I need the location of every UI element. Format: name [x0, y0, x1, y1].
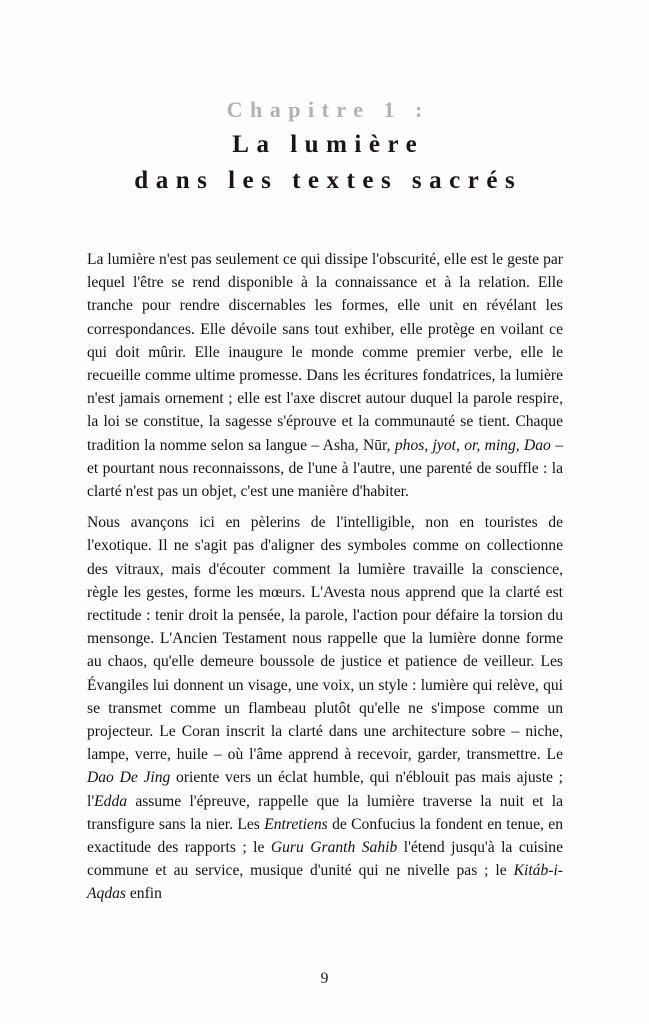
- chapter-title-line-1: La lumière: [232, 131, 425, 159]
- paragraph-2-italic-kitab-i-aqdas: Kitáb-i-Aqdas: [87, 862, 563, 903]
- paragraph-2-italic-guru-granth-sahib: Guru Granth Sahib: [270, 839, 398, 857]
- paragraph-2-italic-entretiens: Entretiens: [264, 815, 328, 833]
- paragraph-1-segment-2: – et pourtant nous reconnaissons, de l'une à l'autre, une parenté de souffle : la clarté n'est pas un objet, c'est une manière d'habiter.: [87, 436, 564, 501]
- paragraph-2-segment-4: de Confucius la fondent en tenue, en exactitude des rapports ; le: [87, 815, 563, 857]
- chapter-heading: [87, 95, 562, 197]
- paragraph-2-segment-2: oriente vers un éclat humble, qui n'éblouit pas mais ajuste ; l': [87, 769, 563, 810]
- paragraph-2-italic-edda: Edda: [94, 792, 128, 810]
- paragraph-2: [87, 511, 563, 905]
- paragraph-2-segment-1: Nous avançons ici en pèlerins de l'intelligible, non en touristes de l'exotique. Il ne s'agit pas d'aligner des symboles comme on collectionne des vitraux, mais d'écouter comment la lumière travaille la conscience, règle les gestes, forme les mœurs. L'Avesta nous apprend que la clarté est rectitude : tenir droit la pensée, la parole, l'action pour défaire la torsion du mensonge. L'Ancien Testament nous rappelle que la lumière donne forme au chaos, qu'elle demeure boussole de justice et patience de veilleur. Les Évangiles lui donnent un visage, une voix, un style : lumière qui relève, qui se transmet comme un flambeau plutôt qu'elle ne s'impose comme un projecteur. Le Coran inscrit la clarté dans une architecture sobre – niche, lampe, verre, huile – où l'âme apprend à recevoir, garder, transmettre. Le: [87, 514, 563, 764]
- chapter-title-line-2: dans les textes sacrés: [134, 166, 523, 194]
- chapter-number-label: Chapitre 1 :: [226, 97, 430, 122]
- paragraph-1-segment-1: La lumière n'est pas seulement ce qui dissipe l'obscurité, elle est le geste par lequel l'être se rend disponible à la connaissance et à la relation. Elle tranche pour rendre discernables les formes, elle unit en révélant les correspondances. Elle dévoile sans tout exhiber, elle protège en voilant ce qui doit mûrir. Elle inaugure le monde comme premier verbe, elle le recueille comme ultime promesse. Dans les écritures fondatrices, la lumière n'est jamais ornement ; elle est l'axe discret autour duquel la parole respire, la loi se constitue, la sagesse s'éprouve et la communauté se tient. Chaque tradition la nomme selon sa langue – Asha, Nūr,: [87, 251, 563, 454]
- body-text-column: [87, 248, 563, 906]
- paragraph-1-italic-terms: phos, jyot, or, ming, Dao: [394, 436, 551, 454]
- paragraph-2-segment-3: assume l'épreuve, rappelle que la lumière traverse la nuit et la transfigure sans la nier. Les: [87, 792, 563, 833]
- page-number: 9: [320, 970, 329, 987]
- paragraph-1: [87, 248, 563, 503]
- paragraph-2-segment-5: l'étend jusqu'à la cuisine commune et au service, musique d'unité qui ne nivelle pas ; le: [87, 839, 563, 880]
- paragraph-2-segment-6: enfin: [125, 885, 162, 903]
- paragraph-2-italic-dao-de-jing: Dao De Jing: [87, 769, 171, 787]
